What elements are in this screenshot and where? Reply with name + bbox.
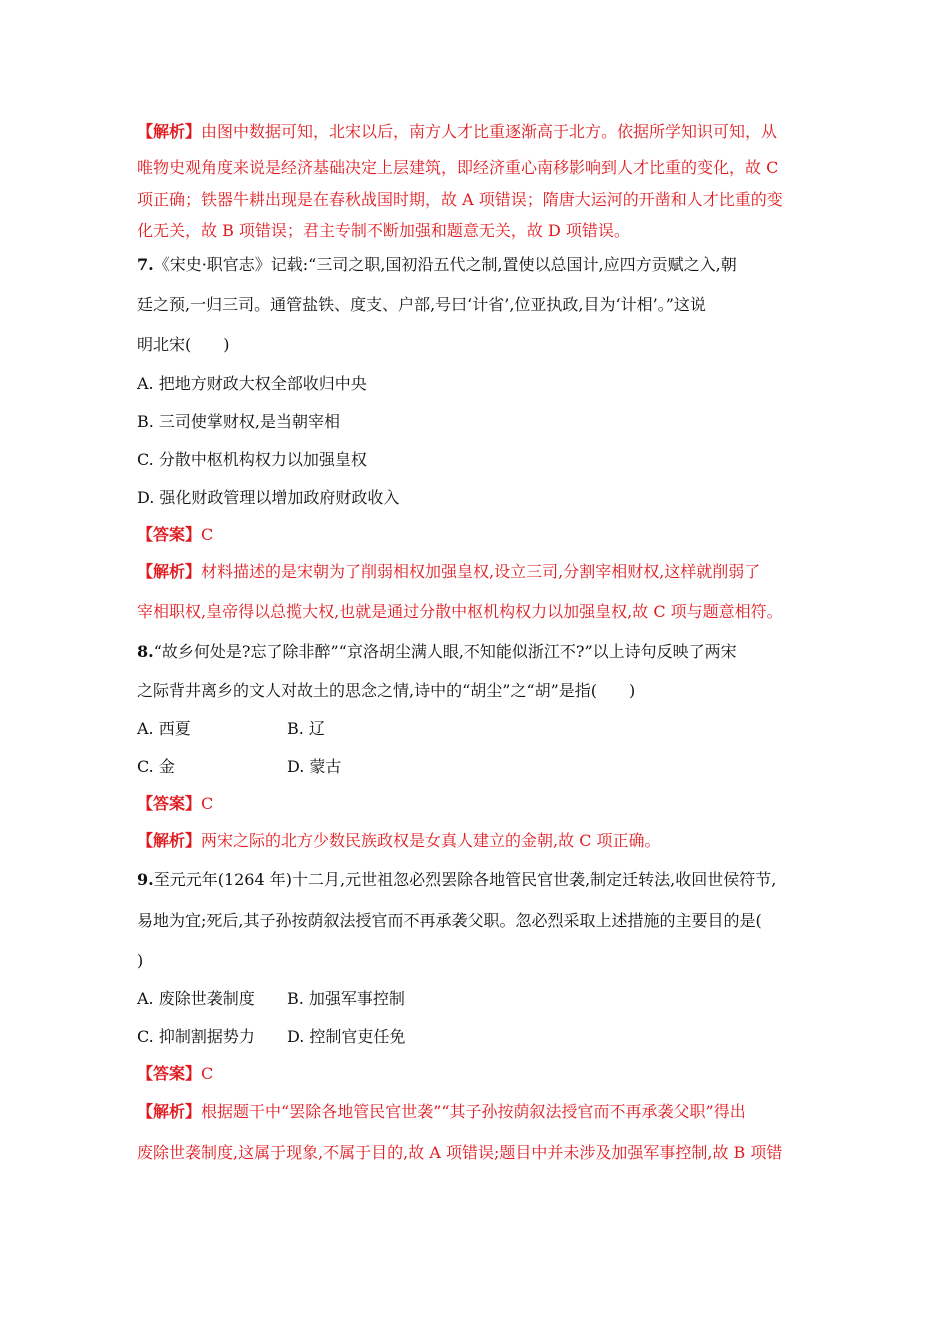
q9-options-row-2 — [137, 1027, 405, 1047]
q9-option-b: B. 加强军事控制 — [287, 989, 405, 1008]
analysis-tag: 【解析】 — [137, 122, 202, 141]
q6-analysis-line-1: 【解析】由图中数据可知，北宋以后，南方人才比重逐渐高于北方。依据所学知识可知，从 — [137, 122, 778, 141]
q9-option-c: C. 抑制割据势力 — [137, 1027, 255, 1046]
q8-stem-line-1: 8.“故乡何处是?忘了除非醉”“京洛胡尘满人眼,不知能似浙江不?”以上诗句反映了两宋 — [137, 642, 737, 661]
q9-option-d: D. 控制官吏任免 — [287, 1027, 406, 1046]
analysis-tag: 【解析】 — [137, 831, 202, 850]
answer-tag: 【答案】 — [137, 794, 202, 813]
q8-option-a: A. 西夏 — [137, 719, 191, 738]
q8-option-c: C. 金 — [137, 757, 175, 776]
q6-analysis-line-4: 化无关，故 B 项错误；君主专制不断加强和题意无关，故 D 项错误。 — [137, 221, 630, 240]
q9-options-row-1 — [137, 989, 405, 1009]
q9-analysis-line-2: 废除世袭制度,这属于现象,不属于目的,故 A 项错误;题目中并未涉及加强军事控制,故 B 项错 — [137, 1143, 783, 1162]
q9-stem-line-1: 9.至元元年(1264 年)十二月,元世祖忽必烈罢除各地管民官世袭,制定迁转法,收回世侯符节, — [137, 870, 777, 889]
answer-tag: 【答案】 — [137, 1064, 202, 1083]
q8-option-b: B. 辽 — [287, 719, 325, 738]
q8-analysis-line-1: 【解析】两宋之际的北方少数民族政权是女真人建立的金朝,故 C 项正确。 — [137, 831, 661, 850]
answer-tag: 【答案】 — [137, 525, 202, 544]
q9-stem-line-3: ) — [137, 951, 144, 970]
q6-analysis-line-2: 唯物史观角度来说是经济基础决定上层建筑，即经济重心南移影响到人才比重的变化，故 C — [137, 158, 779, 177]
analysis-tag: 【解析】 — [137, 1102, 202, 1121]
question-number: 8. — [137, 642, 154, 661]
q7-analysis-line-2: 宰相职权,皇帝得以总揽大权,也就是通过分散中枢机构权力以加强皇权,故 C 项与题意相符。 — [137, 602, 783, 621]
q7-answer: 【答案】C — [137, 525, 214, 544]
q7-analysis-line-1: 【解析】材料描述的是宋朝为了削弱相权加强皇权,设立三司,分割宰相财权,这样就削弱了 — [137, 562, 761, 581]
q9-analysis-line-1: 【解析】根据题干中“罢除各地管民官世袭”“其子孙按荫叙法授官而不再承袭父职”得出 — [137, 1102, 746, 1121]
q9-option-a: A. 废除世袭制度 — [137, 989, 255, 1008]
q7-option-d: D. 强化财政管理以增加政府财政收入 — [137, 488, 400, 507]
q8-answer: 【答案】C — [137, 794, 214, 813]
question-number: 9. — [137, 870, 154, 889]
q9-stem-line-2: 易地为宜;死后,其子孙按荫叙法授官而不再承袭父职。忽必烈采取上述措施的主要目的是( — [137, 911, 762, 930]
q7-option-b: B. 三司使掌财权,是当朝宰相 — [137, 412, 341, 431]
q7-option-a: A. 把地方财政大权全部收归中央 — [137, 374, 367, 393]
q8-option-d: D. 蒙古 — [287, 757, 342, 776]
q8-stem-line-2: 之际背井离乡的文人对故土的思念之情,诗中的“胡尘”之“胡”是指( ) — [137, 681, 636, 700]
q7-stem-line-3: 明北宋( ) — [137, 335, 230, 354]
q8-options-row-2 — [137, 757, 341, 777]
q9-answer: 【答案】C — [137, 1064, 214, 1083]
q7-stem-line-1: 7.《宋史·职官志》记载:“三司之职,国初沿五代之制,置使以总国计,应四方贡赋之入,朝 — [137, 255, 737, 274]
q6-analysis-line-3: 项正确；铁器牛耕出现是在春秋战国时期，故 A 项错误；隋唐大运河的开凿和人才比重的变 — [137, 190, 783, 209]
q7-option-c: C. 分散中枢机构权力以加强皇权 — [137, 450, 367, 469]
q7-stem-line-2: 廷之预,一归三司。通管盐铁、度支、户部,号曰‘计省’,位亚执政,目为‘计相’。”这说 — [137, 295, 706, 314]
question-number: 7. — [137, 255, 154, 274]
analysis-tag: 【解析】 — [137, 562, 202, 581]
q8-options-row-1 — [137, 719, 325, 739]
